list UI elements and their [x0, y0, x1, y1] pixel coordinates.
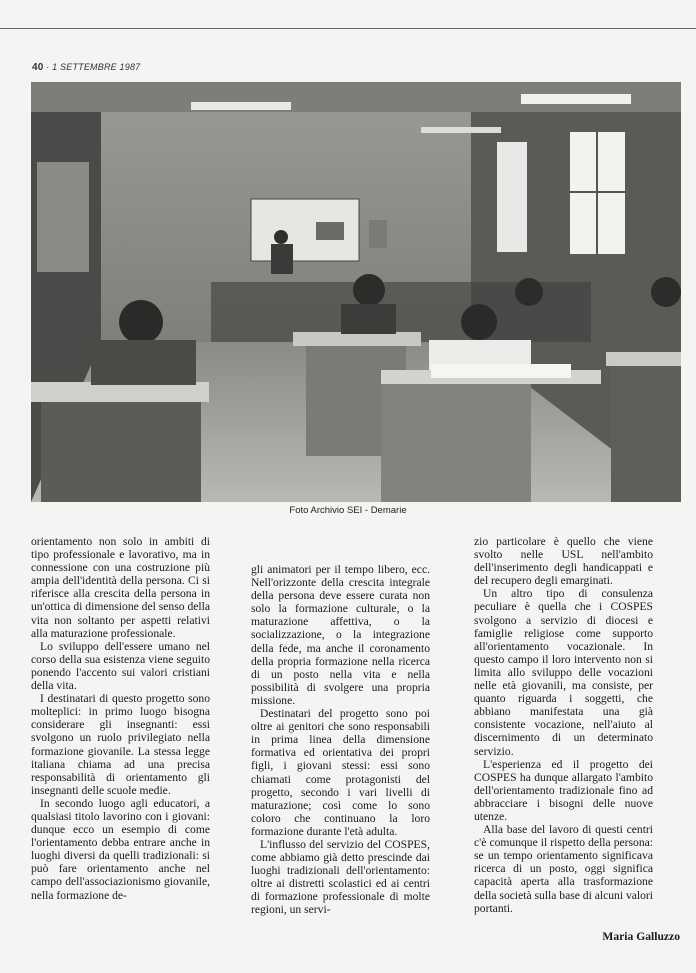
article-column-3	[474, 535, 653, 915]
top-rule	[0, 28, 696, 29]
page-number: 40	[32, 62, 44, 73]
author-signature: Maria Galluzzo	[602, 930, 680, 943]
paragraph: In secondo luogo agli educatori, a qualsiasi titolo lavorino con i giovani: dunque ecco un esempio di come l'orientamento debba entrare anche in luoghi diversi da quelli tradizionali: si può fare orientamento anche nel campo dell'associazionismo giovanile, nella formazione de-	[31, 796, 210, 902]
article-column-2	[251, 563, 430, 917]
paragraph: orientamento non solo in ambiti di tipo professionale e lavorativo, ma in connessione con una costruzione più ampia dell'identità della persona. Ci si riferisce alla crescita della persona in un'ottica di dimensione del senso della vita non soltanto per aspetti relativi alla maturazione professionale.	[31, 535, 210, 640]
paragraph: L'esperienza ed il progetto dei COSPES ha dunque allargato l'ambito dell'orientamento tradizionale fino ad abbracciare i bisogni delle nuove utenze.	[474, 757, 653, 823]
paragraph: Alla base del lavoro di questi centri c'è comunque il rispetto della persona: se un tempo orientamento significava ricerca di un posto, oggi significa capacità aperta alla trasformazione della società sulla base di alcuni valori portanti.	[474, 823, 653, 915]
page-header	[32, 62, 140, 73]
article-column-1	[31, 535, 210, 902]
classroom-photo-image	[31, 82, 681, 502]
paragraph: Lo sviluppo dell'essere umano nel corso della sua esistenza viene seguito ponendo l'accento sui valori cristiani della vita.	[31, 639, 210, 693]
paragraph: gli animatori per il tempo libero, ecc. Nell'orizzonte della crescita integrale della persona deve essere curata non solo la formazione culturale, o la maturazione affettiva, o la socializzazione, o la integrazione della fede, ma anche il coronamento della propria formazione nella ricerca di un posto nella vita e nella possibilità di svolgere una propria missione.	[251, 563, 430, 707]
issue-date: · 1 SETTEMBRE 1987	[46, 62, 141, 72]
paragraph: zio particolare è quello che viene svolto nelle USL nell'ambito dell'inserimento degli handicappati e del recupero degli emarginati.	[474, 535, 653, 588]
paragraph: I destinatari di questo progetto sono molteplici: in primo luogo bisogna considerare gli insegnanti: essi svolgono un ruolo privilegiato nella formazione giovanile. La stessa legge italiana chiama ad una precisa responsabilità di orientamento gli insegnanti delle scuole medie.	[31, 692, 210, 797]
paragraph: Destinatari del progetto sono poi oltre ai genitori che sono responsabili in prima linea della dimensione formativa ed orientativa dei propri figli, i giovani stessi: essi sono chiamati come protagonisti del progetto, secondo i vari livelli di maturazione; così come lo sono coloro che continuano la loro formazione durante l'età adulta.	[251, 707, 430, 838]
photo-caption: Foto Archivio SEI - Demarie	[289, 505, 407, 516]
paragraph: Un altro tipo di consulenza peculiare è quella che i COSPES svolgono a servizio di diocesi e famiglie religiose come supporto all'orientamento vocazionale. In questo campo il loro intervento non si limita allo sviluppo delle vocazioni nelle età giovanili, ma consiste, per quanto riguarda i soggetti, che abbiano manifestata una già consistente vocazione, nell'aiuto al discernimento di un determinato servizio.	[474, 587, 653, 758]
paragraph: L'influsso del servizio del COSPES, come abbiamo già detto prescinde dai luoghi tradizionali dell'orientamento: oltre ai distretti scolastici ed ai centri di formazione professionale di molte regioni, un servi-	[251, 837, 430, 917]
classroom-photo	[31, 82, 681, 502]
